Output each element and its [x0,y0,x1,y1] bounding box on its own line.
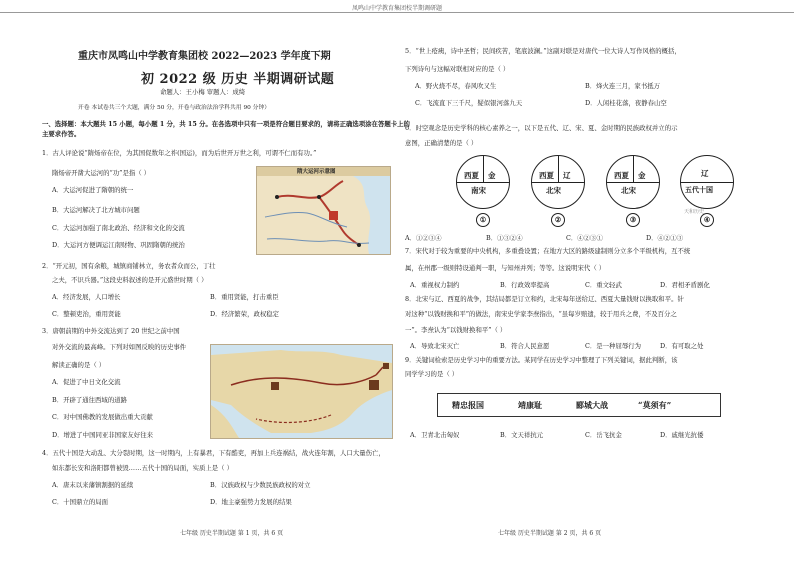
q2-option-a[interactable]: A．经济发展，人口增长 [52,293,121,301]
q9-option-d[interactable]: D．戚继光抗倭 [660,431,704,439]
circle-3-left: 西夏 [614,171,629,180]
city-changan [275,195,279,199]
q7-stem: 7．宋代对于较为重要的中央机构，多重叠设置；在地方大区的路级建制则分立多个平级机构，互不统 [405,247,691,255]
silk-road-map [210,344,393,439]
q1-stem-cont: 隋炀帝开凿大运河的“功”是指（ ） [52,169,151,177]
map-sea [353,176,390,254]
canal-tongji [319,197,359,245]
q9-stem: 9．关键词检索是历史学习中的重要方法。某同学在历史学习中整理了下列关键词，据此判断，该 [405,356,678,364]
q1-option-d[interactable]: D．大运河方便调运江南财物、巩固隋朝的统治 [52,241,185,249]
diagram-circle-3 [606,155,660,209]
q9-option-b[interactable]: B．文天祥抗元 [500,431,544,439]
q7-option-b[interactable]: B．行政效率提高 [500,281,550,289]
q7-option-a[interactable]: A．重视权力制约 [410,281,460,289]
q7-option-d[interactable]: D．君相矛盾剧化 [660,281,710,289]
map-land [211,350,392,433]
keyword-4: “莫须有” [638,400,672,410]
q8-stem-cont2: 一”。李焘认为“以钱财换和平”（ ） [405,326,507,334]
grand-canal-map-drawing [257,167,390,254]
footer-right: 七年级 历史半期试题 第 2 页，共 6 页 [498,530,602,537]
school-title: 重庆市凤鸣山中学教育集团校 2022—2023 学年度下期 [78,51,331,62]
q2-stem: 2．“开元初，国有余粮，城镇商铺林立，务农者众而公，丁壮 [42,262,216,270]
q8-option-a[interactable]: A．导致北宋灭亡 [410,342,460,350]
footer-left: 七年级 历史半期试题 第 1 页，共 6 页 [180,530,284,537]
map-marker [369,380,379,390]
map-marker [329,211,338,220]
q5-option-c[interactable]: C．飞流直下三千尺，疑似银河落九天 [415,99,523,107]
circle-3-right: 金 [638,171,646,180]
q9-option-a[interactable]: A．卫青北击匈奴 [410,431,460,439]
diagram-circle-1 [456,155,510,209]
keyword-3: 郾城大战 [576,400,608,410]
q8-option-d[interactable]: D．有可取之处 [660,342,704,350]
section1-heading: 一、选择题：本大题共 15 小题，每小题 1 分，共 15 分。在各选项中只有一项是符合题目要求的，请将正确选项涂在答题卡上的 [42,120,410,128]
q8-stem: 8．北宋与辽、西夏的战争，其结局都是订立和约，北宋每年送给辽、西夏大量钱财以换取和平。针 [405,295,684,303]
q3-stem-cont: 对外交流的最高峰。下列对如图反映的历史事件 [52,343,187,351]
keyword-box [437,393,721,417]
authors: 命题人：王小梅 审题人：成绮 [160,88,246,96]
q1-option-a[interactable]: A．大运河促进了隋朝的统一 [52,186,134,194]
circle-2-number: ② [551,213,565,227]
q9-option-c[interactable]: C．岳飞抗金 [585,431,622,439]
q2-option-d[interactable]: D．经济繁荣，政权稳定 [210,310,280,318]
city-luoyang [317,195,321,199]
grand-canal-map [256,166,391,255]
q6-stem-cont: 意图，正确清楚的是（ ） [405,139,478,147]
map-marker [271,382,279,390]
circle-2-right: 辽 [563,171,571,180]
q1-option-b[interactable]: B．大运河解决了北方城市问题 [52,206,140,214]
q4-stem-cont: 如东都长安和洛阳都曾被毁……五代十国的局面，实质上是（ ） [52,464,233,472]
circle-3-number: ③ [626,213,640,227]
map-title: 隋大运河示意图 [297,169,336,175]
keyword-2: 靖康耻 [518,400,542,410]
canal-yongji [277,181,343,198]
q3-option-d[interactable]: D．增进了中国同亚非国家友好往来 [52,431,153,439]
q4-option-c[interactable]: C．十国鼎立的局面 [52,498,109,506]
silk-road-map-drawing [211,345,392,438]
exam-notes: 开卷 本试卷共三个大题，满分 50 分，开卷与政治法治学科共用 90 分钟） [78,105,271,111]
q6-stem: 6．时空观念是历史学科的核心素养之一，以下是五代、辽、宋、夏、金时期的民族政权并立的示 [405,124,678,132]
header-rule [0,12,794,13]
q7-option-c[interactable]: C．重文轻武 [585,281,622,289]
q9-stem-cont: 同学学习的是（ ） [405,370,459,378]
diagram-circle-2 [531,155,585,209]
circle-2-bottom: 北宋 [546,186,561,195]
q6-option-d[interactable]: D．④②①③ [646,234,684,242]
q2-stem-cont: 之夫，不识兵器。”这段史料叙述的是开元盛世时期（ ） [52,276,208,284]
q3-stem-cont2: 解读正确的是（ ） [52,361,106,369]
map-land-south [211,405,239,438]
city-yuhang [357,243,361,247]
q5-option-b[interactable]: B．烽火连三月，家书抵万 [585,82,660,90]
circle-1-number: ① [476,213,490,227]
q3-option-b[interactable]: B．开辟了通往西域的道路 [52,396,127,404]
circle-4-number: ④ [700,213,714,227]
circle-1-bottom: 南宋 [471,186,486,195]
circle-1-left: 西夏 [464,171,479,180]
q3-stem: 3．唐朝前期的中外交流达到了 20 世纪之前中国 [42,327,180,335]
circle-1-right: 金 [488,171,496,180]
circle-4-top: 辽 [701,169,709,178]
q2-option-b[interactable]: B．重用贤能，打击重臣 [210,293,279,301]
circle-2-left: 西夏 [539,171,554,180]
q4-option-a[interactable]: A．唐末以来藩镇割据的延续 [52,481,134,489]
q6-option-b[interactable]: B．①③②④ [486,234,523,242]
keyword-1: 精忠报国 [452,400,484,410]
q5-stem: 5．“世上疮痍，诗中圣哲；民间疾苦，笔底波澜。”这副对联是对唐代一位大诗人写作风格的概括， [405,47,681,55]
q6-option-c[interactable]: C．④②③① [566,234,603,242]
q2-option-c[interactable]: C．整顿吏治，重用贤能 [52,310,121,318]
q5-stem-cont: 下列诗句与这幅对联相对应的是（ ） [405,65,510,73]
q4-option-d[interactable]: D．地主豪强势力发展的结果 [210,498,292,506]
q7-stem-cont: 属，在州郡一级则特设通判一职，与知州并列；等等。这说明宋代（ ） [405,264,606,272]
exam-title: 初 2022 级 历史 半期调研试题 [141,72,335,87]
q1-option-c[interactable]: C．大运河加强了南北政治、经济和文化的交流 [52,224,185,232]
diagram-circle-4 [680,155,734,209]
map-marker [383,363,389,369]
q8-option-c[interactable]: C．是一种屈辱行为 [585,342,642,350]
q8-stem-cont: 对这种“以钱财换和平”的做法，南宋史学家李焘指出，“虽每岁赔遗，较于用兵之费，不及百分之 [405,310,677,318]
section1-heading-cont: 主要求作答。 [42,130,81,138]
q1-stem: 1．古人评论说“隋炀帝在位，为其国促数年之祚(国运)，而为后世开万世之利，可谓不仁而有功。” [42,149,317,157]
q5-option-a[interactable]: A．野火烧不尽，春风吹又生 [415,82,497,90]
watermark: 天和历史 [684,209,705,215]
q6-option-a[interactable]: A．①②③④ [405,234,442,242]
q3-option-a[interactable]: A．促进了中日文化交流 [52,378,121,386]
q4-stem: 4．五代十国是大动乱、大分裂时期，这一时期内，上有暴君，下有酷吏，再加上兵连祸结，战火连年割，人口大量伤亡， [42,449,385,457]
q4-option-b[interactable]: B．汉族政权与少数民族政权的对立 [210,481,311,489]
circle-4-bottom: 五代十国 [685,185,713,194]
page-header: 凤鸣山中学教育集团校半期调研题 [351,5,442,12]
q8-option-b[interactable]: B．符合人民意愿 [500,342,550,350]
q5-option-d[interactable]: D．人闲桂花落，夜静春山空 [585,99,667,107]
q3-option-c[interactable]: C．对中国佛教的发展做出重大贡献 [52,413,153,421]
circle-3-bottom: 北宋 [621,186,636,195]
